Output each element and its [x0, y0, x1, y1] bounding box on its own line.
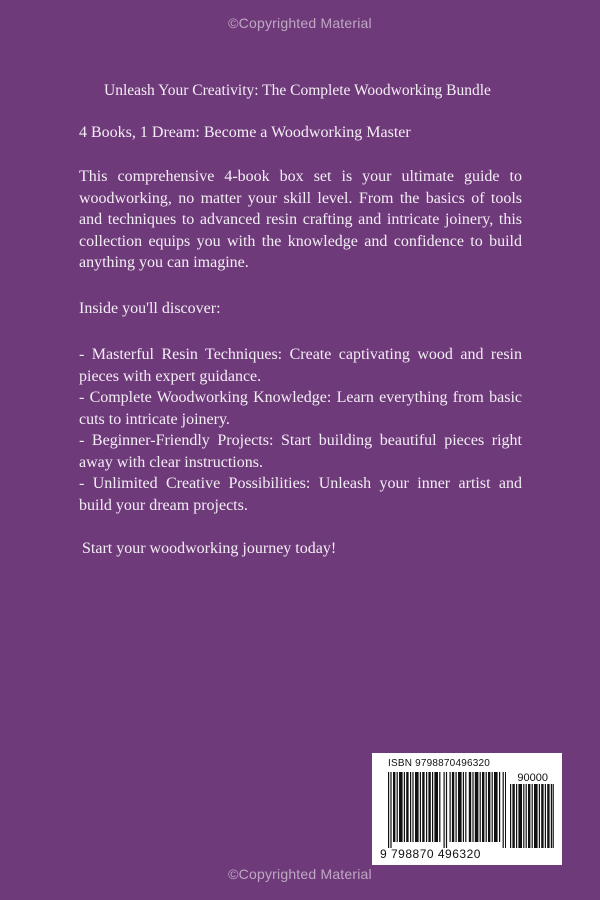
inside-heading: Inside you'll discover:: [79, 300, 221, 317]
list-item: - Unlimited Creative Possibilities: Unleash your inner artist and build your dream projects.: [79, 475, 522, 514]
isbn-digits: 9 798870 496320: [380, 847, 481, 861]
list-item: - Beginner-Friendly Projects: Start building beautiful pieces right away with clear instructions.: [79, 432, 522, 471]
book-title: Unleash Your Creativity: The Complete Woodworking Bundle: [104, 82, 491, 99]
list-item: - Complete Woodworking Knowledge: Learn everything from basic cuts to intricate joinery.: [79, 389, 522, 428]
call-to-action: Start your woodworking journey today!: [82, 540, 337, 557]
list-item: - Masterful Resin Techniques: Create captivating wood and resin pieces with expert guidance.: [79, 346, 522, 385]
isbn-barcode: [372, 753, 562, 865]
feature-list: [79, 344, 522, 516]
isbn-label: ISBN 9798870496320: [388, 758, 491, 769]
copyright-watermark-top: ©Copyrighted Material: [228, 15, 372, 31]
barcode-bars-icon: [388, 772, 506, 848]
price-code: 90000: [517, 772, 548, 784]
price-barcode-bars-icon: [510, 784, 554, 848]
description-paragraph: This comprehensive 4-book box set is your ultimate guide to woodworking, no matter your skill level. From the basics of tools and techniques to advanced resin crafting and intricate joinery, this collection equips you with the knowledge and confidence to build anything you can imagine.: [79, 168, 522, 271]
copyright-watermark-bottom: ©Copyrighted Material: [228, 866, 372, 882]
book-subtitle: 4 Books, 1 Dream: Become a Woodworking Master: [79, 124, 411, 141]
